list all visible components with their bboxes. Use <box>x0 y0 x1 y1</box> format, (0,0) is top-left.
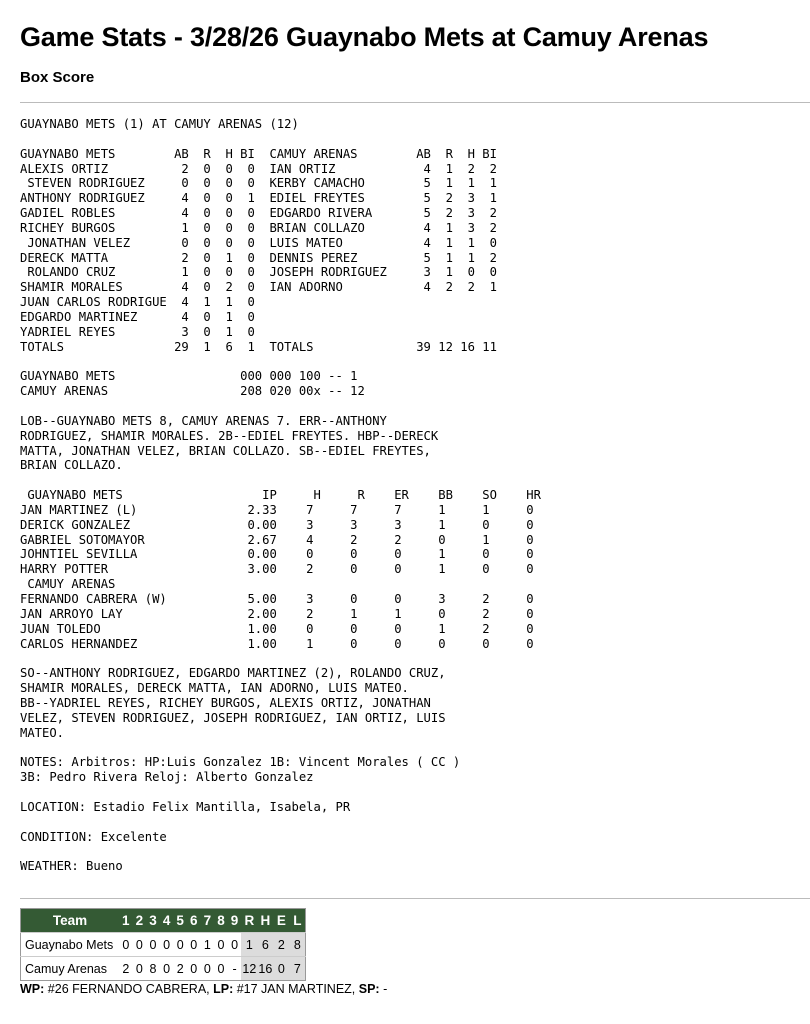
header-cell: L <box>289 909 306 933</box>
pitcher-decisions <box>20 982 810 997</box>
header-cell: 7 <box>201 909 215 933</box>
linescore-row <box>21 933 306 957</box>
wp-value: #26 FERNANDO CABRERA, <box>44 982 214 997</box>
total-cell: 6 <box>257 933 273 957</box>
section-title: Box Score <box>20 69 95 86</box>
header-cell: 4 <box>160 909 174 933</box>
inning-cell: 0 <box>133 957 147 981</box>
inning-cell: 0 <box>160 957 174 981</box>
total-cell: 0 <box>273 957 289 981</box>
inning-cell: 8 <box>146 957 160 981</box>
inning-cell: 0 <box>214 957 228 981</box>
sp-value: - <box>379 982 388 997</box>
inning-cell: 1 <box>201 933 215 957</box>
inning-cell: 2 <box>173 957 187 981</box>
inning-cell: 2 <box>119 957 133 981</box>
header-cell: H <box>257 909 273 933</box>
team-cell: Guaynabo Mets <box>21 933 120 957</box>
inning-cell: 0 <box>119 933 133 957</box>
linescore-row <box>21 957 306 981</box>
divider <box>20 898 810 899</box>
linescore-header-row <box>21 909 306 933</box>
inning-cell: 0 <box>187 957 201 981</box>
total-cell: 2 <box>273 933 289 957</box>
header-cell: E <box>273 909 289 933</box>
header-cell: 9 <box>228 909 242 933</box>
team-cell: Camuy Arenas <box>21 957 120 981</box>
total-cell: 8 <box>289 933 306 957</box>
inning-cell: 0 <box>133 933 147 957</box>
header-cell: 2 <box>133 909 147 933</box>
header-cell: 5 <box>173 909 187 933</box>
page-title: Game Stats - 3/28/26 Guaynabo Mets at Camuy Arenas <box>20 22 709 52</box>
total-cell: 1 <box>241 933 257 957</box>
header-cell: 1 <box>119 909 133 933</box>
sp-label: SP: <box>358 982 380 997</box>
inning-cell: 0 <box>214 933 228 957</box>
lp-value: #17 JAN MARTINEZ, <box>233 982 359 997</box>
linescore-table <box>20 908 306 981</box>
lp-label: LP: <box>213 982 234 997</box>
box-score-text: GUAYNABO METS (1) AT CAMUY ARENAS (12) GUAYNABO METS AB R H BI CAMUY ARENAS AB R H BI ALEXIS ORTIZ 2 0 0 0 IAN ORTIZ 4 1 2 2 STEVEN RODRIGUEZ 0 0 0 0 KERBY CAMACHO 5 1 1 1 ANTHONY RODRIGUEZ 4 0 0 1 EDIEL FREYTES 5 2 3 1 GADIEL ROBLES 4 0 0 0 EDGARDO RIVERA 5 2 3 2 RICHEY BURGOS 1 0 0 0 BRIAN COLLAZO 4 1 3 2 JONATHAN VELEZ 0 0 0 0 LUIS MATEO 4 1 1 0 DERECK MATTA 2 0 1 0 DENNIS PEREZ 5 1 1 2 ROLANDO CRUZ 1 0 0 0 JOSEPH RODRIGUEZ 3 1 0 0 SHAMIR MORALES 4 0 2 0 IAN ADORNO 4 2 2 1 JUAN CARLOS RODRIGUE 4 1 1 0 EDGARDO MARTINEZ 4 0 1 0 YADRIEL REYES 3 0 1 0 TOTALS 29 1 6 1 TOTALS 39 12 16 11 GUAYNABO METS 000 000 100 -- 1 CAMUY ARENAS 208 020 00x -- 12 LOB--GUAYNABO METS 8, CAMUY ARENAS 7. ERR--ANTHONY RODRIGUEZ, SHAMIR MORALES. 2B--EDIEL FREYTES. HBP--DERECK MATTA, JONATHAN VELEZ, BRIAN COLLAZO. SB--EDIEL FREYTES, BRIAN COLLAZO. GUAYNABO METS IP H R ER BB SO HR JAN MARTINEZ (L) 2.33 7 7 7 1 1 0 DERICK GONZALEZ 0.00 3 3 3 1 0 0 GABRIEL SOTOMAYOR 2.67 4 2 2 0 1 0 JOHNTIEL SEVILLA 0.00 0 0 0 1 0 0 HARRY POTTER 3.00 2 0 0 1 0 0 CAMUY ARENAS FERNANDO CABRERA (W) 5.00 3 0 0 3 2 0 JAN ARROYO LAY 2.00 2 1 1 0 2 0 JUAN TOLEDO 1.00 0 0 0 1 2 0 CARLOS HERNANDEZ 1.00 1 0 0 0 0 0 SO--ANTHONY RODRIGUEZ, EDGARDO MARTINEZ (2), ROLANDO CRUZ, SHAMIR MORALES, DERECK MATTA, IAN ADORNO, LUIS MATEO. BB--YADRIEL REYES, RICHEY BURGOS, ALEXIS ORTIZ, JONATHAN VELEZ, STEVEN RODRIGUEZ, JOSEPH RODRIGUEZ, IAN ORTIZ, LUIS MATEO. NOTES: Arbitros: HP:Luis Gonzalez 1B: Vincent Morales ( CC ) 3B: Pedro Rivera Reloj: Alberto Gonzalez LOCATION: Estadio Felix Mantilla, Isabela, PR CONDITION: Excelente WEATHER: Bueno <box>20 117 541 874</box>
inning-cell: 0 <box>146 933 160 957</box>
total-cell: 12 <box>241 957 257 981</box>
total-cell: 16 <box>257 957 273 981</box>
header-cell: 6 <box>187 909 201 933</box>
total-cell: 7 <box>289 957 306 981</box>
divider <box>20 102 810 103</box>
header-cell: Team <box>21 909 120 933</box>
wp-label: WP: <box>20 982 45 997</box>
inning-cell: 0 <box>228 933 242 957</box>
header-cell: R <box>241 909 257 933</box>
inning-cell: 0 <box>160 933 174 957</box>
inning-cell: - <box>228 957 242 981</box>
header-cell: 3 <box>146 909 160 933</box>
inning-cell: 0 <box>201 957 215 981</box>
header-cell: 8 <box>214 909 228 933</box>
inning-cell: 0 <box>187 933 201 957</box>
inning-cell: 0 <box>173 933 187 957</box>
